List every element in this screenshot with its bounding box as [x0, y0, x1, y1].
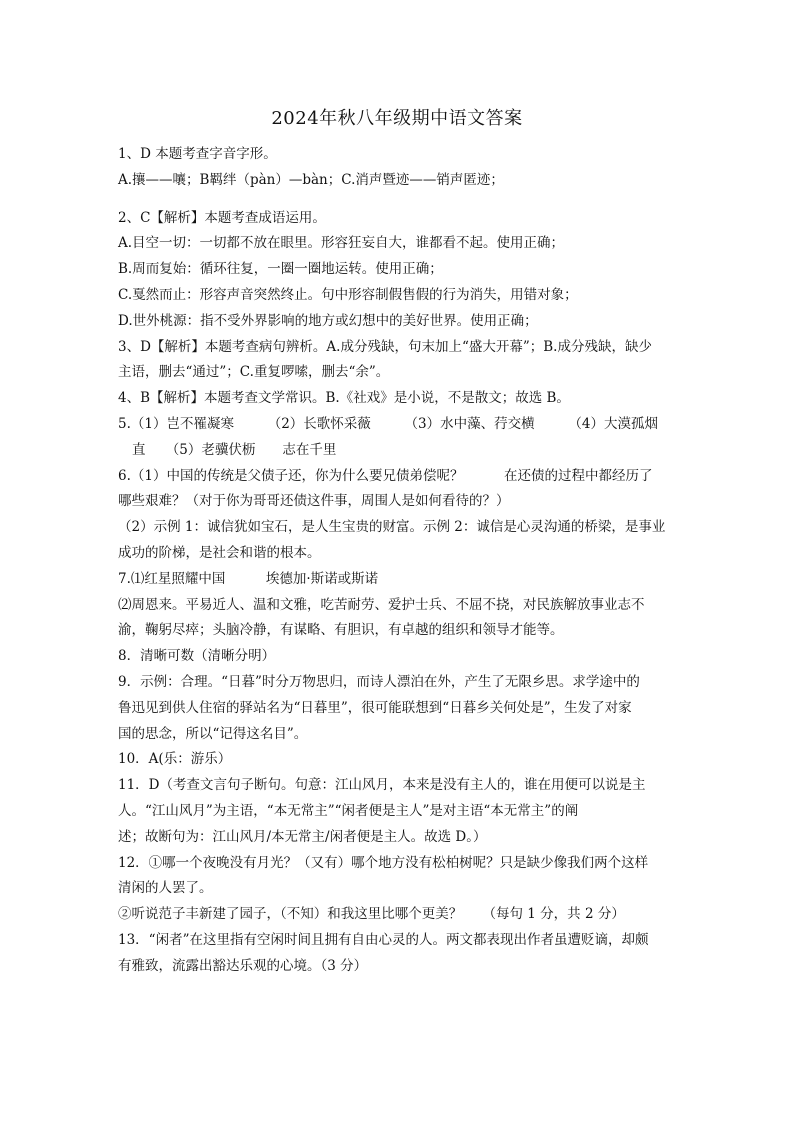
answer-line: 哪些艰难？（对于你为哥哥还债这件事，周围人是如何看待的？） [118, 493, 510, 510]
spacer [118, 194, 678, 206]
answer-line: 成功的阶梯，是社会和谐的根本。 [118, 544, 321, 561]
answer-line: 7.⑴红星照耀中国 埃德加·斯诺或斯诺 [118, 570, 379, 587]
answer-line: 有雅致，流露出豁达乐观的心境。（3 分） [118, 957, 368, 974]
answer-line: 渝，鞠躬尽瘁；头脑冷静，有谋略、有胆识，有卓越的组织和领导才能等。 [118, 622, 564, 639]
answer-line: D.世外桃源：指不受外界影响的地方或幻想中的美好世界。使用正确； [118, 312, 538, 329]
answer-line: 6.（1）中国的传统是父债子还，你为什么要兄债弟偿呢？ 在还债的过程中都经历了 [118, 467, 653, 484]
answer-line: A.目空一切：一切都不放在眼里。形容狂妄自大，谁都看不起。使用正确； [118, 235, 565, 252]
answer-line: （2）示例 1：诚信犹如宝石，是人生宝贵的财富。示例 2：诚信是心灵沟通的桥梁，是事业 [118, 519, 666, 536]
answer-line: 4、B【解析】本题考查文学常识。B.《社戏》是小说，不是散文；故选 B。 [118, 390, 570, 407]
answer-line: 清闲的人罢了。 [118, 880, 213, 897]
answer-line: 人。“江山风月”为主语，“本无常主”“闲者便是主人”是对主语“本无常主”的阐 [118, 802, 579, 819]
answer-line: 9．示例：合理。“日暮”时分万物思归，而诗人漂泊在外，产生了无限乡思。求学途中的 [118, 673, 640, 690]
answer-line: 3、D【解析】本题考查病句辨析。A.成分残缺，句末加上“盛大开幕”；B.成分残缺，缺少 [118, 338, 652, 355]
answer-line: 13．“闲者”在这里指有空闲时间且拥有自由心灵的人。两文都表现出作者虽遭贬谪，却颇 [118, 931, 649, 948]
answer-line: 11．D（考查文言句子断句。句意：江山风月，本来是没有主人的，谁在用便可以说是主 [118, 777, 646, 794]
answer-line: C.戛然而止：形容声音突然终止。句中形容制假售假的行为消失，用错对象； [118, 286, 578, 303]
answer-line: 10．A(乐：游乐） [118, 751, 232, 768]
answer-line: 2、C【解析】本题考查成语运用。 [118, 209, 326, 226]
document-title: 2024年秋八年级期中语文答案 [271, 108, 523, 129]
answer-line: 1、D 本题考查字音字形。 [118, 146, 277, 162]
answer-line: 5.（1）岂不罹凝寒 （2）长歌怀采薇 （3）水中藻、荇交横 （4）大漠孤烟 [118, 415, 658, 432]
answer-line: 8．清晰可数（清晰分明） [118, 648, 276, 665]
answer-line: 国的思念，所以“记得这名目”。 [118, 725, 308, 742]
answer-line: 直 （5）老骥伏枥 志在千里 [132, 441, 337, 458]
answer-line: A.攘——嚷；B羁绊（pàn）—bàn；C.消声暨迹——销声匿迹； [118, 171, 504, 188]
answer-line: 鲁迅见到供人住宿的驿站名为“日暮里”，很可能联想到“日暮乡关何处是”，生发了对家 [118, 699, 632, 716]
answer-line: 12．①哪一个夜晚没有月光？（又有）哪个地方没有松柏树呢？只是缺少像我们两个这样 [118, 854, 649, 871]
answer-line: 主语，删去“通过”；C.重复啰嗦，删去“余”。 [118, 364, 390, 381]
answer-content [118, 142, 678, 980]
answer-line: B.周而复始：循环往复，一圈一圈地运转。使用正确； [118, 261, 443, 278]
answer-line: ⑵周恩来。平易近人、温和文雅，吃苦耐劳、爱护士兵、不屈不挠，对民族解放事业志不 [118, 596, 645, 613]
answer-line: ②听说范子丰新建了园子，（不知）和我这里比哪个更美？ （每句 1 分，共 2 分） [118, 906, 625, 923]
answer-line: 述；故断句为：江山风月/本无常主/闲者便是主人。故选 D。） [118, 828, 487, 845]
